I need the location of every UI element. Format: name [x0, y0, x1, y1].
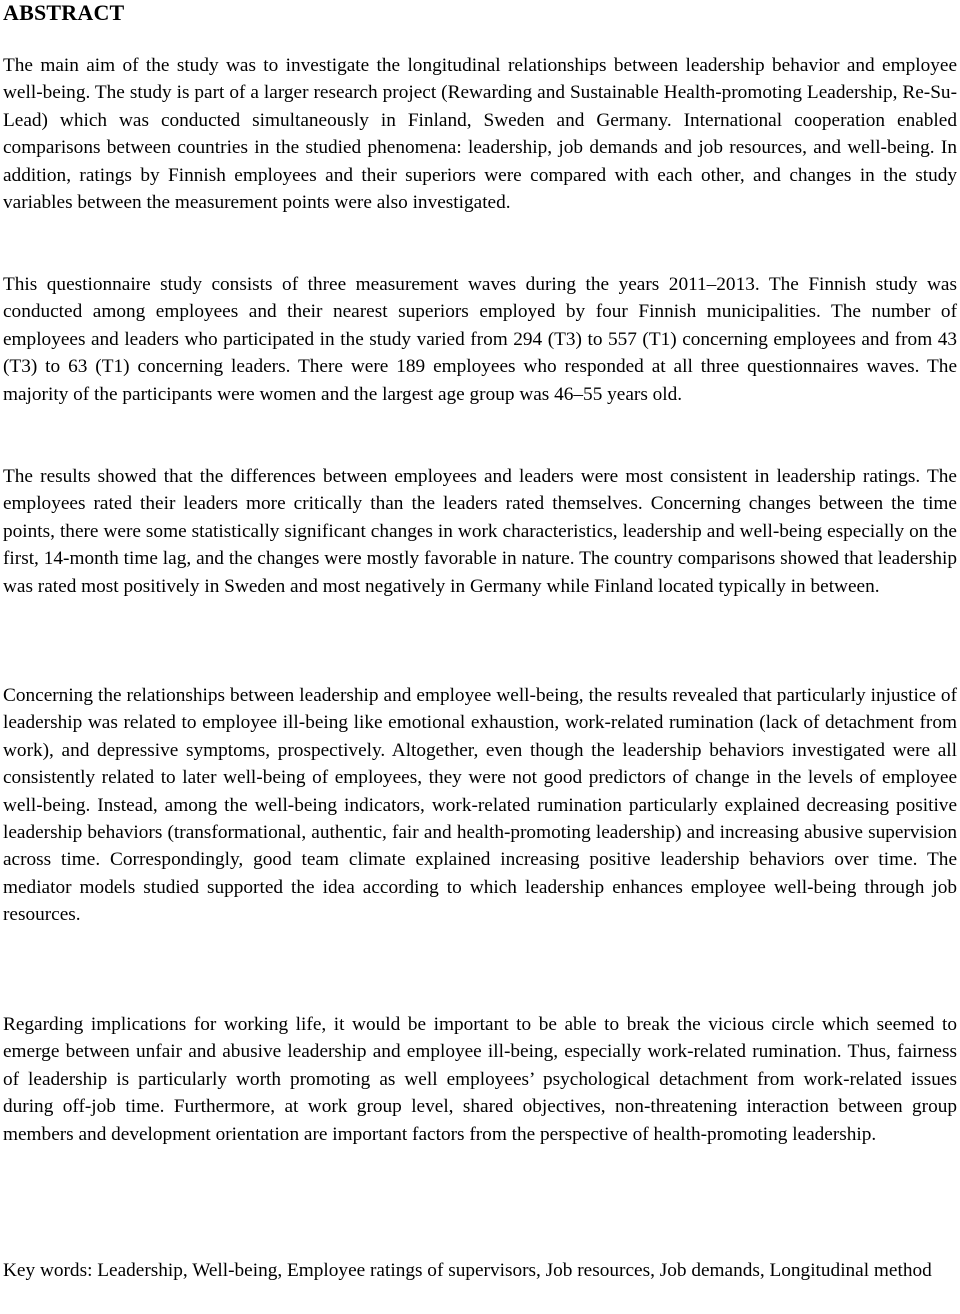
abstract-heading: ABSTRACT — [3, 0, 125, 25]
abstract-paragraph-method: This questionnaire study consists of three measurement waves during the years 2011–2013. The Finnish study was conducted among employees and their nearest superiors employed by four Finnish municipalities. The number of employees and leaders who participated in the study varied from 294 (T3) to 557 (T1) concerning employees and from 43 (T3) to 63 (T1) concerning leaders. There were 189 employees who responded at all three questionnaires waves. The majority of the participants were women and the largest age group was 46–55 years old. — [3, 274, 957, 405]
abstract-paragraph-results: The results showed that the differences between employees and leaders were most consistent in leadership ratings. The employees rated their leaders more critically than the leaders rated themselves. Concerning changes between the time points, there were some statistically significant changes in work characteristics, leadership and well-being especially on the first, 14-month time lag, and the changes were mostly favorable in nature. The country comparisons showed that leadership was rated most positively in Sweden and most negatively in Germany while Finland located typically in between. — [3, 466, 957, 597]
keywords-line: Key words: Leadership, Well-being, Employee ratings of supervisors, Job resources, Job demands, Longitudinal method — [3, 1260, 932, 1281]
abstract-paragraph-aim: The main aim of the study was to investigate the longitudinal relationships between leadership behavior and employee well-being. The study is part of a larger research project (Rewarding and Sustainable Health-promoting Leadership, Re-Su-Lead) which was conducted simultaneously in Finland, Sweden and Germany. International cooperation enabled comparisons between countries in the studied phenomena: leadership, job demands and job resources, and well-being. In addition, ratings by Finnish employees and their superiors were compared with each other, and changes in the study variables between the measurement points were also investigated. — [3, 55, 957, 214]
abstract-paragraph-relationships: Concerning the relationships between leadership and employee well-being, the results revealed that particularly injustice of leadership was related to employee ill-being like emotional exhaustion, work-related rumination (lack of detachment from work), and depressive symptoms, prospectively. Altogether, even though the leadership behaviors investigated were all consistently related to later well-being of employees, they were not good predictors of change in the levels of employee well-being. Instead, among the well-being indicators, work-related rumination particularly explained decreasing positive leadership behaviors (transformational, authentic, fair and health-promoting leadership) and increasing abusive supervision across time. Correspondingly, good team climate explained increasing positive leadership behaviors over time. The mediator models studied supported the idea according to which leadership enhances employee well-being through job resources. — [3, 685, 957, 926]
abstract-paragraph-implications: Regarding implications for working life, it would be important to be able to break the vicious circle which seemed to emerge between unfair and abusive leadership and employee ill-being, especially work-related rumination. Thus, fairness of leadership is particularly worth promoting as well employees’ psychological detachment from work-related issues during off-job time. Furthermore, at work group level, shared objectives, non-threatening interaction between group members and development orientation are important factors from the perspective of health-promoting leadership. — [3, 1014, 957, 1145]
